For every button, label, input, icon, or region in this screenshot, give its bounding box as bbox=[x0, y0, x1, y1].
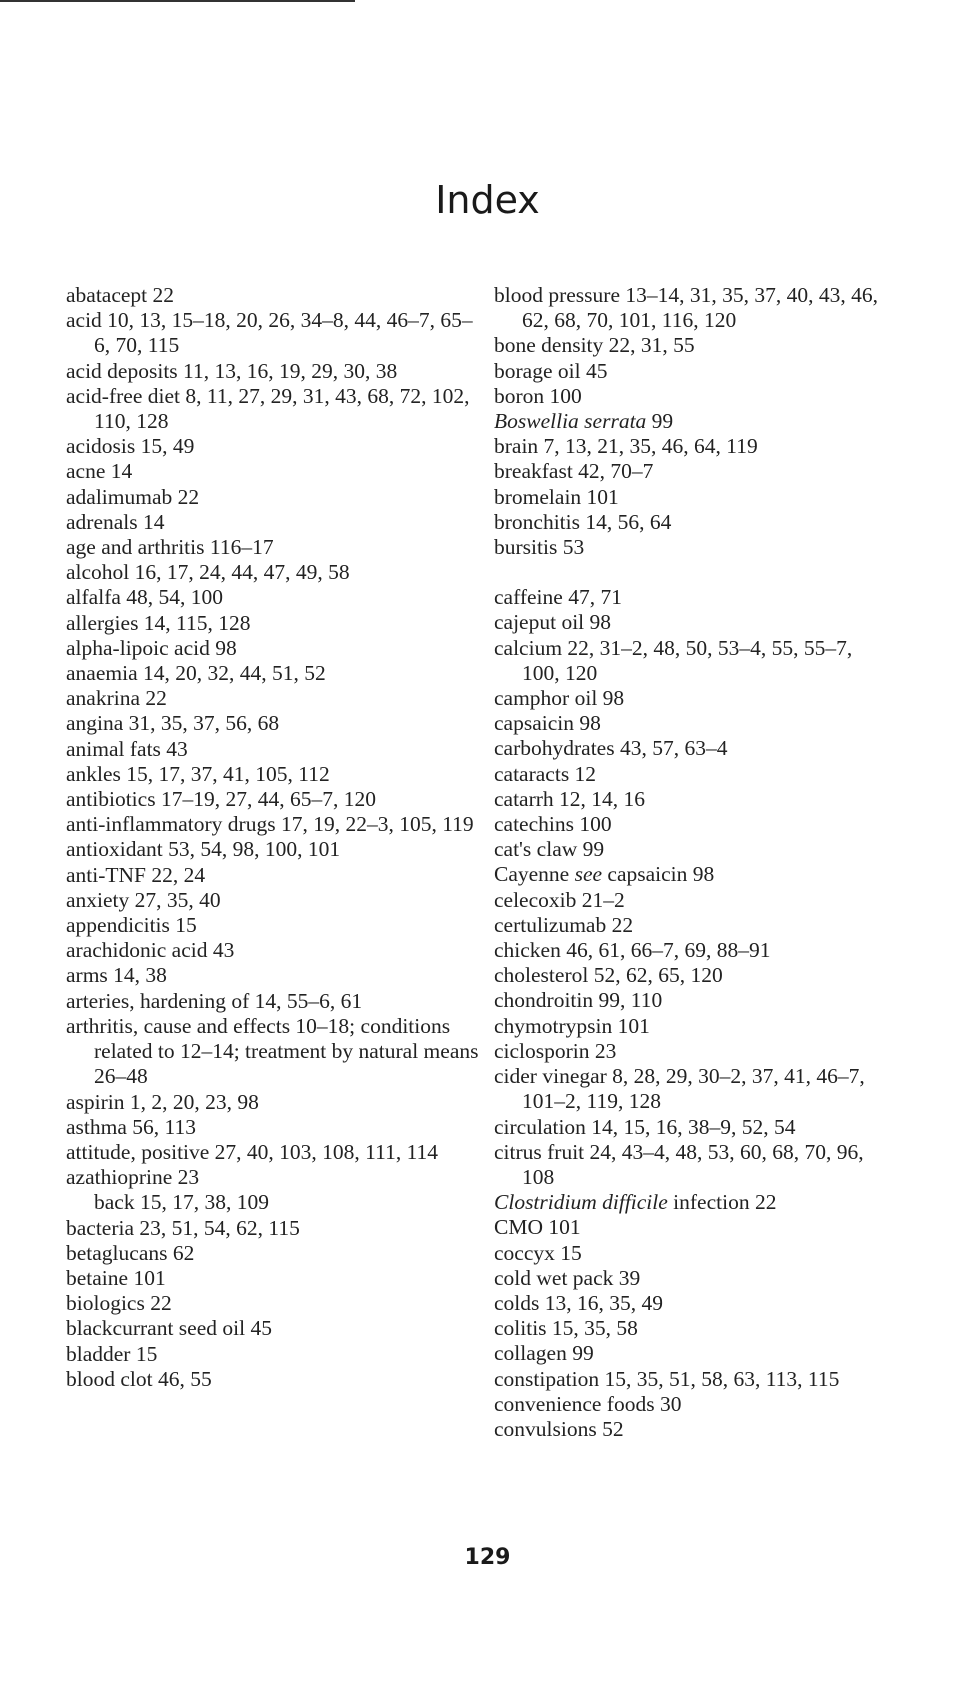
index-entry-text: bacteria 23, 51, 54, 62, 115 bbox=[66, 1215, 300, 1240]
index-entry-text: antioxidant 53, 54, 98, 100, 101 bbox=[66, 837, 341, 862]
index-entry-text: animal fats 43 bbox=[66, 736, 188, 761]
index-entry-text: cataracts 12 bbox=[494, 761, 597, 786]
index-entry bbox=[66, 711, 486, 736]
index-entry-text: betaglucans 62 bbox=[66, 1240, 195, 1265]
index-entry bbox=[494, 1115, 894, 1140]
index-entry bbox=[494, 535, 894, 560]
index-column-left bbox=[66, 283, 486, 1392]
index-entry bbox=[66, 1140, 486, 1165]
index-entry bbox=[494, 1392, 894, 1417]
index-entry-text: ciclosporin 23 bbox=[494, 1038, 617, 1063]
index-entry-text: abatacept 22 bbox=[66, 283, 175, 307]
index-entry bbox=[494, 1039, 894, 1064]
index-entry bbox=[494, 510, 894, 535]
index-entry bbox=[66, 737, 486, 762]
index-entry bbox=[66, 888, 486, 913]
index-column-right bbox=[494, 283, 894, 1442]
index-entry-text: alpha-lipoic acid 98 bbox=[66, 635, 237, 660]
index-entry bbox=[66, 963, 486, 988]
index-entry bbox=[494, 1341, 894, 1366]
index-entry bbox=[494, 384, 894, 409]
index-entry-text: collagen 99 bbox=[494, 1341, 594, 1366]
index-entry-text: borage oil 45 bbox=[494, 358, 608, 383]
index-entry-text: bronchitis 14, 56, 64 bbox=[494, 509, 672, 534]
index-entry-text: arteries, hardening of 14, 55–6, 61 bbox=[66, 988, 363, 1013]
index-entry bbox=[66, 384, 486, 434]
index-entry-text: antibiotics 17–19, 27, 44, 65–7, 120 bbox=[66, 787, 376, 812]
index-entry-text: arms 14, 38 bbox=[66, 963, 167, 988]
index-entry-text: convulsions 52 bbox=[494, 1416, 624, 1441]
index-entry-text: alfalfa 48, 54, 100 bbox=[66, 585, 224, 610]
index-entry bbox=[66, 762, 486, 787]
index-entry bbox=[494, 736, 894, 761]
index-entry bbox=[66, 661, 486, 686]
index-entry bbox=[494, 1140, 894, 1190]
index-entry bbox=[494, 1291, 894, 1316]
index-entry bbox=[66, 1216, 486, 1241]
index-entry-text: anti-TNF 22, 24 bbox=[66, 862, 206, 887]
index-entry-text: bursitis 53 bbox=[494, 535, 585, 560]
page-number: 129 bbox=[464, 1545, 511, 1570]
index-entry-text: blackcurrant seed oil 45 bbox=[66, 1316, 272, 1341]
index-entry bbox=[66, 1014, 486, 1090]
index-entry-text: age and arthritis 116–17 bbox=[66, 535, 274, 560]
index-entry-text: constipation 15, 35, 51, 58, 63, 113, 115 bbox=[494, 1366, 840, 1391]
index-entry-text: coccyx 15 bbox=[494, 1240, 582, 1265]
index-entry-text: blood pressure 13–14, 31, 35, 37, 40, 43, 46, 62, 68, 70, 101, 116, 120 bbox=[494, 283, 878, 333]
index-entry-text: calcium 22, 31–2, 48, 50, 53–4, 55, 55–7, 100, 120 bbox=[494, 635, 853, 685]
index-entry-text: celecoxib 21–2 bbox=[494, 887, 625, 912]
index-entry-text: azathioprine 23 bbox=[66, 1165, 200, 1190]
index-entry bbox=[494, 333, 894, 358]
index-entry bbox=[494, 762, 894, 787]
index-entry bbox=[66, 611, 486, 636]
top-rule bbox=[0, 0, 355, 2]
index-entry-text: acid deposits 11, 13, 16, 19, 29, 30, 38 bbox=[66, 358, 398, 383]
index-entry bbox=[494, 1367, 894, 1392]
index-entry bbox=[494, 787, 894, 812]
index-entry bbox=[494, 1014, 894, 1039]
index-entry bbox=[66, 1367, 486, 1392]
index-entry-text: angina 31, 35, 37, 56, 68 bbox=[66, 711, 280, 736]
index-entry-text: acid-free diet 8, 11, 27, 29, 31, 43, 68, 72, 102, 110, 128 bbox=[66, 383, 470, 434]
index-entry-italic-term: Clostridium difficile bbox=[494, 1190, 668, 1215]
index-entry-text: catarrh 12, 14, 16 bbox=[494, 786, 646, 811]
index-entry-text: convenience foods 30 bbox=[494, 1391, 682, 1416]
index-entry-text: cold wet pack 39 bbox=[494, 1265, 641, 1290]
index-entry-text: attitude, positive 27, 40, 103, 108, 111, 114 bbox=[66, 1139, 439, 1164]
index-entry-text: back 15, 17, 38, 109 bbox=[94, 1190, 269, 1215]
index-entry bbox=[494, 434, 894, 459]
index-entry bbox=[494, 1266, 894, 1291]
index-entry bbox=[494, 988, 894, 1013]
index-entry bbox=[494, 1190, 894, 1215]
index-entry-text: camphor oil 98 bbox=[494, 686, 625, 711]
index-entry bbox=[66, 1241, 486, 1266]
index-entry-text: adrenals 14 bbox=[66, 509, 165, 534]
index-entry bbox=[494, 1215, 894, 1240]
index-entry-text: bromelain 101 bbox=[494, 484, 619, 509]
index-entry bbox=[66, 1316, 486, 1341]
index-entry bbox=[494, 585, 894, 610]
index-entry-text: bone density 22, 31, 55 bbox=[494, 333, 695, 358]
index-entry-text: appendicitis 15 bbox=[66, 913, 197, 938]
index-entry-text: acid 10, 13, 15–18, 20, 26, 34–8, 44, 46–7, 65–6, 70, 115 bbox=[66, 308, 473, 358]
index-entry-text: anxiety 27, 35, 40 bbox=[66, 887, 221, 912]
index-entry bbox=[66, 585, 486, 610]
index-entry-text: cholesterol 52, 62, 65, 120 bbox=[494, 963, 723, 988]
index-entry bbox=[494, 610, 894, 635]
index-entry bbox=[66, 459, 486, 484]
index-entry bbox=[494, 862, 894, 887]
index-entry bbox=[66, 283, 486, 308]
index-entry bbox=[494, 711, 894, 736]
index-entry-text: anakrina 22 bbox=[66, 686, 167, 711]
index-entry bbox=[66, 787, 486, 812]
index-entry bbox=[66, 863, 486, 888]
index-entry-text: cat's claw 99 bbox=[494, 837, 605, 862]
index-entry-text: capsaicin 98 bbox=[494, 711, 601, 736]
index-entry-text: chondroitin 99, 110 bbox=[494, 988, 663, 1013]
index-entry bbox=[66, 1190, 486, 1215]
index-entry bbox=[494, 636, 894, 686]
index-entry-text: aspirin 1, 2, 20, 23, 98 bbox=[66, 1089, 259, 1114]
index-entry-text: breakfast 42, 70–7 bbox=[494, 459, 654, 484]
index-entry bbox=[494, 409, 894, 434]
index-entry bbox=[494, 1064, 894, 1114]
index-entry-text: catechins 100 bbox=[494, 812, 612, 837]
index-entry-text: colitis 15, 35, 58 bbox=[494, 1316, 638, 1341]
page-title: Index bbox=[435, 178, 540, 222]
index-entry bbox=[494, 837, 894, 862]
index-entry-see-reference: see bbox=[574, 862, 603, 887]
index-entry bbox=[66, 938, 486, 963]
index-entry bbox=[494, 686, 894, 711]
index-entry-text: circulation 14, 15, 16, 38–9, 52, 54 bbox=[494, 1114, 796, 1139]
index-entry bbox=[494, 888, 894, 913]
index-entry-text: 99 bbox=[651, 409, 674, 434]
index-entry bbox=[66, 1266, 486, 1291]
index-entry-text: boron 100 bbox=[494, 383, 582, 408]
index-entry-term: Cayenne bbox=[494, 862, 570, 887]
index-entry-text: ankles 15, 17, 37, 41, 105, 112 bbox=[66, 761, 330, 786]
index-entry-text: chymotrypsin 101 bbox=[494, 1013, 650, 1038]
index-entry bbox=[494, 812, 894, 837]
index-entry-text: cajeput oil 98 bbox=[494, 610, 612, 635]
index-entry bbox=[494, 1316, 894, 1341]
index-entry bbox=[66, 812, 486, 837]
index-entry-text: blood clot 46, 55 bbox=[66, 1366, 212, 1391]
index-entry-text: allergies 14, 115, 128 bbox=[66, 610, 251, 635]
index-entry bbox=[66, 510, 486, 535]
index-entry-text: asthma 56, 113 bbox=[66, 1114, 196, 1139]
index-entry-text: anti-inflammatory drugs 17, 19, 22–3, 105, 119 bbox=[66, 812, 474, 837]
index-entry bbox=[494, 938, 894, 963]
index-entry-text: certulizumab 22 bbox=[494, 912, 634, 937]
index-entry bbox=[66, 913, 486, 938]
index-entry bbox=[66, 1115, 486, 1140]
index-entry-text: cider vinegar 8, 28, 29, 30–2, 37, 41, 46–7, 101–2, 119, 128 bbox=[494, 1064, 865, 1114]
index-entry bbox=[494, 1241, 894, 1266]
index-entry bbox=[66, 535, 486, 560]
index-entry bbox=[66, 434, 486, 459]
index-entry-text: infection 22 bbox=[673, 1190, 777, 1215]
index-entry bbox=[66, 837, 486, 862]
index-entry bbox=[66, 1291, 486, 1316]
index-entry-text: bladder 15 bbox=[66, 1341, 158, 1366]
index-entry-text: brain 7, 13, 21, 35, 46, 64, 119 bbox=[494, 434, 758, 459]
index-entry-italic-term: Boswellia serrata bbox=[494, 409, 647, 434]
index-entry bbox=[66, 686, 486, 711]
index-entry-text: acne 14 bbox=[66, 459, 133, 484]
index-entry-text: anaemia 14, 20, 32, 44, 51, 52 bbox=[66, 661, 326, 686]
index-entry bbox=[494, 485, 894, 510]
index-entry-text: betaine 101 bbox=[66, 1265, 166, 1290]
index-entry-text: colds 13, 16, 35, 49 bbox=[494, 1290, 664, 1315]
index-entry-text: arachidonic acid 43 bbox=[66, 938, 235, 963]
index-entry-text: acidosis 15, 49 bbox=[66, 434, 195, 459]
index-entry-text: biologics 22 bbox=[66, 1291, 172, 1316]
index-entry bbox=[494, 1417, 894, 1442]
index-entry bbox=[494, 963, 894, 988]
index-entry bbox=[66, 1342, 486, 1367]
index-entry-text: capsaicin 98 bbox=[607, 862, 715, 887]
index-entry-text: citrus fruit 24, 43–4, 48, 53, 60, 68, 70, 96, 108 bbox=[494, 1139, 864, 1189]
index-entry-text: alcohol 16, 17, 24, 44, 47, 49, 58 bbox=[66, 560, 350, 585]
index-entry bbox=[66, 1165, 486, 1190]
index-entry bbox=[66, 485, 486, 510]
index-entry bbox=[494, 283, 894, 333]
index-entry bbox=[66, 1090, 486, 1115]
index-entry-text: adalimumab 22 bbox=[66, 484, 200, 509]
index-entry bbox=[66, 359, 486, 384]
index-entry-text: carbohydrates 43, 57, 63–4 bbox=[494, 736, 728, 761]
index-entry-text: caffeine 47, 71 bbox=[494, 585, 622, 610]
index-entry bbox=[66, 636, 486, 661]
index-entry-text: CMO 101 bbox=[494, 1215, 581, 1240]
index-entry-text: chicken 46, 61, 66–7, 69, 88–91 bbox=[494, 938, 771, 963]
index-entry bbox=[494, 359, 894, 384]
index-entry bbox=[494, 913, 894, 938]
index-entry bbox=[66, 989, 486, 1014]
index-entry bbox=[66, 308, 486, 358]
index-entry bbox=[66, 560, 486, 585]
index-entry bbox=[494, 459, 894, 484]
index-entry-text: arthritis, cause and effects 10–18; conditions related to 12–14; treatment by natural means 26–48 bbox=[66, 1013, 479, 1089]
